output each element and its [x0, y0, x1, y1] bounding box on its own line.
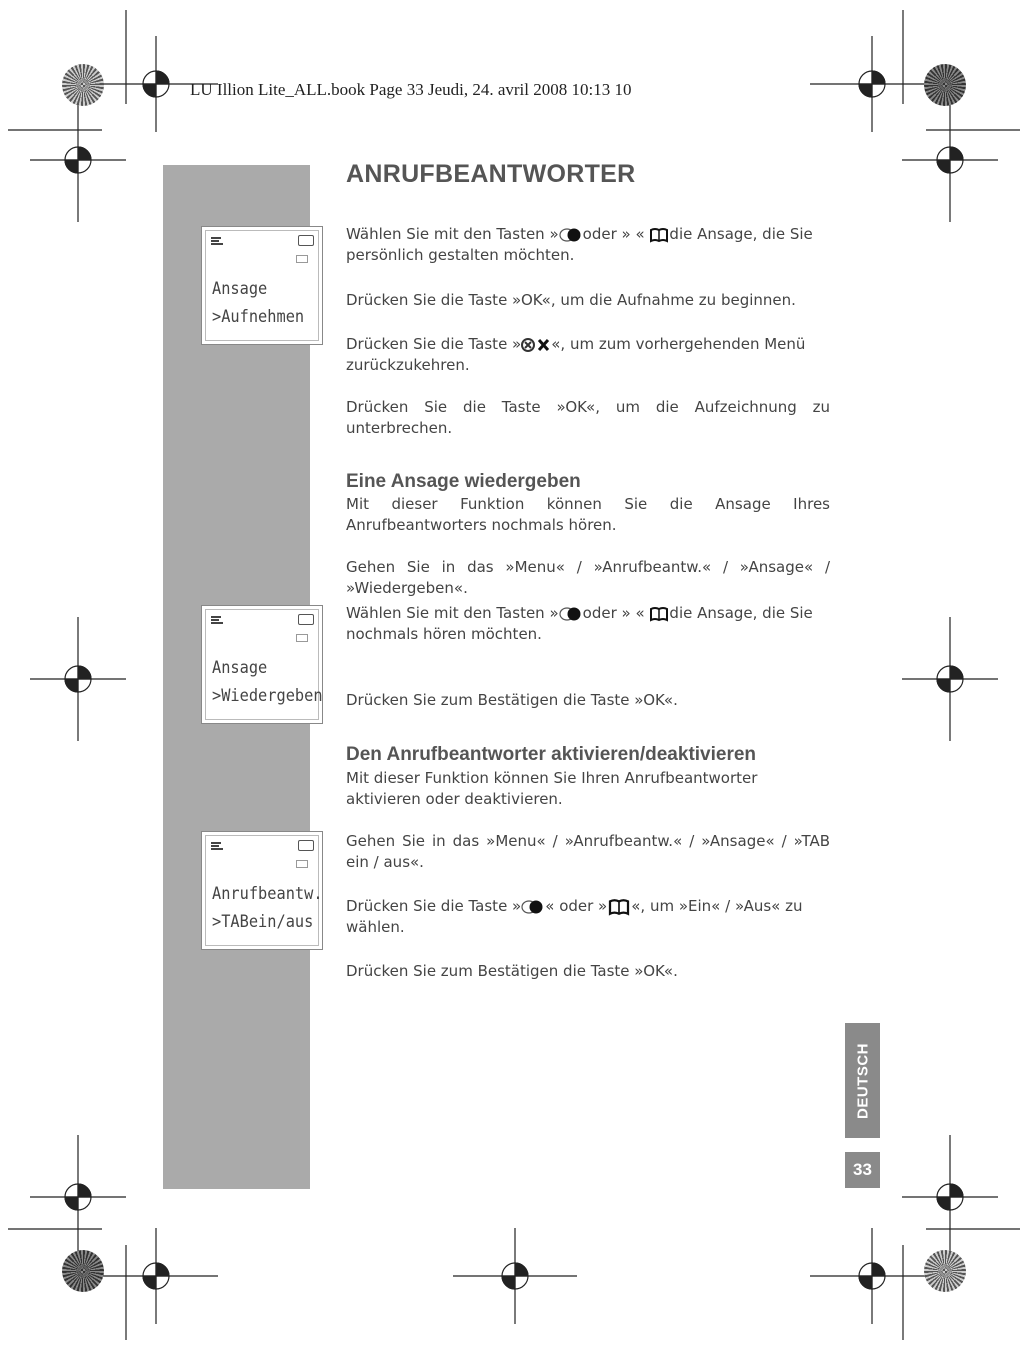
text-part: Drücken Sie die Taste »: [346, 335, 522, 353]
screen-line-2: >Wiedergeben: [212, 686, 323, 706]
tape-icon: [296, 255, 308, 263]
signal-icon: [211, 840, 225, 852]
text-part: oder » «: [582, 225, 645, 243]
color-rosette-icon: [62, 64, 104, 106]
navigation-key-icon: [559, 606, 583, 622]
color-rosette-icon: [924, 1250, 966, 1292]
navigation-key-icon: [521, 899, 545, 915]
phone-screen-tab: [201, 831, 323, 950]
text-part: Wählen Sie mit den Tasten »: [346, 225, 559, 243]
signal-icon: [211, 614, 225, 626]
print-header: LU Illion Lite_ALL.book Page 33 Jeudi, 24. avril 2008 10:13 10: [190, 80, 632, 99]
instruction-stop-recording: Drücken Sie die Taste »OK«, um die Aufzeichnung zu unterbrechen.: [346, 398, 830, 437]
color-rosette-icon: [62, 1250, 104, 1292]
book-key-icon: [649, 606, 669, 622]
instruction-start-recording: Drücken Sie die Taste »OK«, um die Aufnahme zu beginnen.: [346, 291, 796, 309]
battery-icon: [298, 235, 314, 246]
phone-screen-wiedergeben: [201, 605, 323, 724]
section-intro-play: Mit dieser Funktion können Sie die Ansage Ihres Anrufbeantworters nochmals hören.: [346, 495, 830, 534]
tape-icon: [296, 634, 308, 642]
cancel-key-icon: [521, 337, 551, 353]
instruction-select: [346, 224, 830, 266]
screen-line-1: Anrufbeantw.: [212, 884, 323, 904]
section-heading-toggle: Den Anrufbeantworter aktivieren/deaktivieren: [346, 744, 757, 765]
phone-screen-aufnehmen: [201, 226, 323, 345]
battery-icon: [298, 840, 314, 851]
navigation-key-icon: [559, 227, 583, 243]
text-part: oder » «: [582, 604, 645, 622]
section-intro-toggle: Mit dieser Funktion können Sie Ihren Anrufbeantworter aktivieren oder deaktivieren.: [346, 769, 758, 808]
instruction-menu-path-toggle: Gehen Sie in das »Menu« / »Anrufbeantw.« / »Ansage« / »TAB ein / aus«.: [346, 832, 830, 871]
instruction-menu-path-play: Gehen Sie in das »Menu« / »Anrufbeantw.« / »Ansage« / »Wiedergeben«.: [346, 558, 830, 597]
text-part: « oder »: [545, 897, 608, 915]
screen-line-2: >Aufnehmen: [212, 307, 305, 327]
instruction-select-play: [346, 603, 830, 645]
book-key-icon: [649, 227, 669, 243]
text-part: Wählen Sie mit den Tasten »: [346, 604, 559, 622]
instruction-choose-on-off: [346, 896, 830, 938]
book-key-icon: [607, 898, 631, 916]
tape-icon: [296, 860, 308, 868]
instruction-confirm-play: Drücken Sie zum Bestätigen die Taste »OK«.: [346, 691, 678, 709]
color-rosette-icon: [924, 64, 966, 106]
language-tab: [845, 1023, 880, 1138]
screen-line-1: Ansage: [212, 279, 268, 299]
section-heading-play: Eine Ansage wiedergeben: [346, 471, 581, 492]
page-number: 33: [845, 1152, 880, 1188]
text-part: «, um zum vorhergehenden Menü zurückzukehren.: [346, 335, 806, 374]
instruction-back: [346, 334, 830, 376]
text-part: die Ansage, die Sie nochmals hören möchten.: [346, 604, 813, 643]
page-title: ANRUFBEANTWORTER: [346, 160, 636, 188]
instruction-confirm-toggle: Drücken Sie zum Bestätigen die Taste »OK«.: [346, 962, 678, 980]
language-tab-label: DEUTSCH: [854, 1042, 871, 1119]
text-part: die Ansage, die Sie persönlich gestalten möchten.: [346, 225, 813, 264]
text-part: «, um »Ein« / »Aus« zu wählen.: [346, 897, 803, 936]
text-part: Drücken Sie die Taste »: [346, 897, 522, 915]
screen-line-1: Ansage: [212, 658, 268, 678]
screen-line-2: >TABein/aus: [212, 912, 314, 932]
signal-icon: [211, 235, 225, 247]
battery-icon: [298, 614, 314, 625]
